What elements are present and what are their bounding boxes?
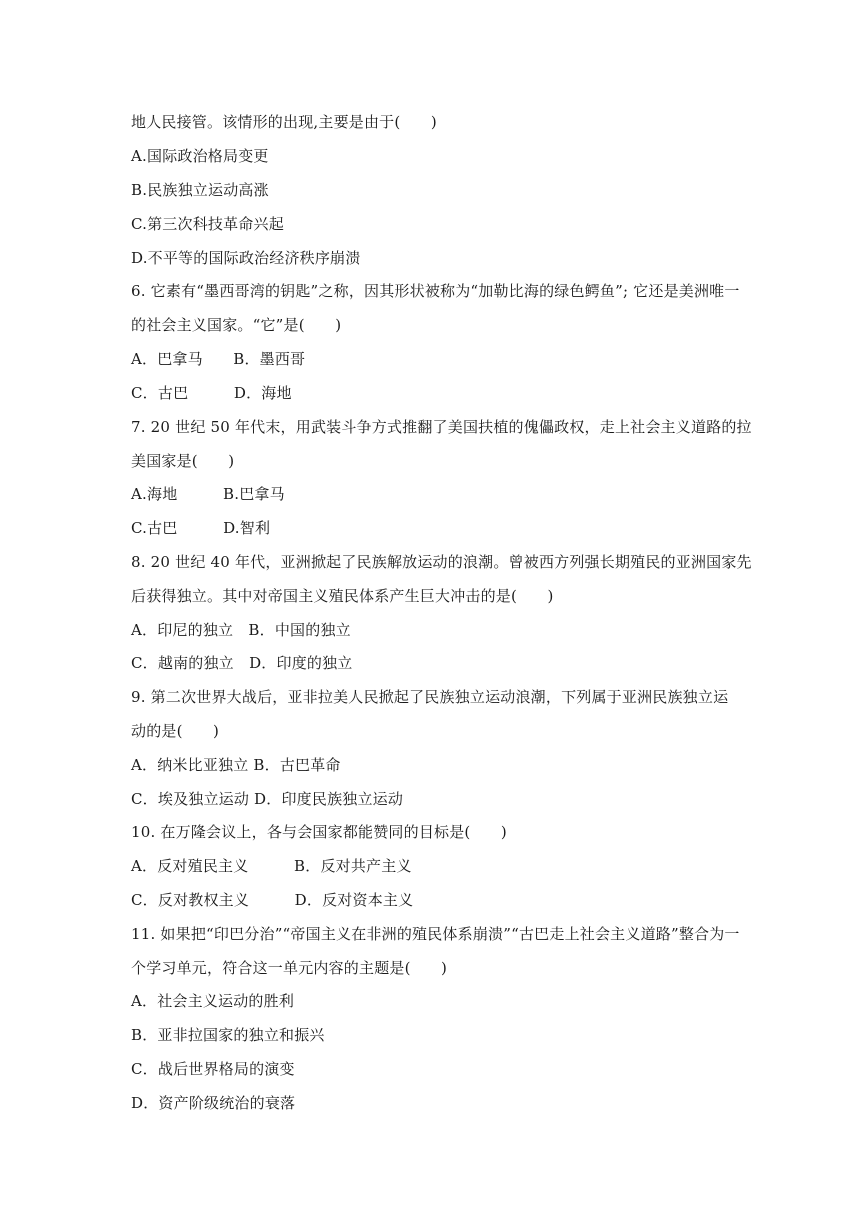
question-line: 10. 在万隆会议上，各与会国家都能赞同的目标是( ) <box>131 823 507 841</box>
option-line: A.国际政治格局变更 <box>131 147 269 165</box>
option-line: A．巴拿马 B．墨西哥 <box>131 350 306 368</box>
question-line: 7. 20 世纪 50 年代末，用武装斗争方式推翻了美国扶植的傀儡政权，走上社会主义道路的拉 <box>131 418 752 436</box>
question-line: 6. 它素有“墨西哥湾的钥匙”之称，因其形状被称为“加勒比海的绿色鳄鱼”; 它还是美洲唯一 <box>131 282 740 300</box>
question-line: 8. 20 世纪 40 年代，亚洲掀起了民族解放运动的浪潮。曾被西方列强长期殖民的亚洲国家先 <box>131 553 752 571</box>
question-line: 11. 如果把“印巴分治”“帝国主义在非洲的殖民体系崩溃”“古巴走上社会主义道路”整合为一 <box>131 925 740 943</box>
option-line: C．古巴 D．海地 <box>131 384 292 402</box>
option-line: B.民族独立运动高涨 <box>131 181 269 199</box>
option-line: A．社会主义运动的胜利 <box>131 992 295 1010</box>
option-line: C．反对教权主义 D．反对资本主义 <box>131 891 414 909</box>
text-line: 地人民接管。该情形的出现,主要是由于( ) <box>131 113 437 131</box>
option-line: C．埃及独立运动 D．印度民族独立运动 <box>131 790 404 808</box>
option-line: A．印尼的独立 B．中国的独立 <box>131 621 351 639</box>
question-line: 动的是( ) <box>131 722 220 740</box>
option-line: A．纳米比亚独立 B．古巴革命 <box>131 756 341 774</box>
option-line: C．越南的独立 D．印度的独立 <box>131 654 353 672</box>
option-line: B．亚非拉国家的独立和振兴 <box>131 1026 325 1044</box>
question-line: 9. 第二次世界大战后，亚非拉美人民掀起了民族独立运动浪潮，下列属于亚洲民族独立运 <box>131 688 729 706</box>
option-line: C.第三次科技革命兴起 <box>131 215 284 233</box>
option-line: C.古巴 D.智利 <box>131 519 271 537</box>
question-line: 美国家是( ) <box>131 452 235 470</box>
option-line: A．反对殖民主义 B．反对共产主义 <box>131 857 412 875</box>
option-line: C．战后世界格局的演变 <box>131 1060 295 1078</box>
option-line: A.海地 B.巴拿马 <box>131 485 285 503</box>
option-line: D.不平等的国际政治经济秩序崩溃 <box>131 249 361 267</box>
question-line: 的社会主义国家。“它”是( ) <box>131 316 342 334</box>
question-line: 个学习单元，符合这一单元内容的主题是( ) <box>131 959 448 977</box>
option-line: D．资产阶级统治的衰落 <box>131 1094 296 1112</box>
question-line: 后获得独立。其中对帝国主义殖民体系产生巨大冲击的是( ) <box>131 587 554 605</box>
